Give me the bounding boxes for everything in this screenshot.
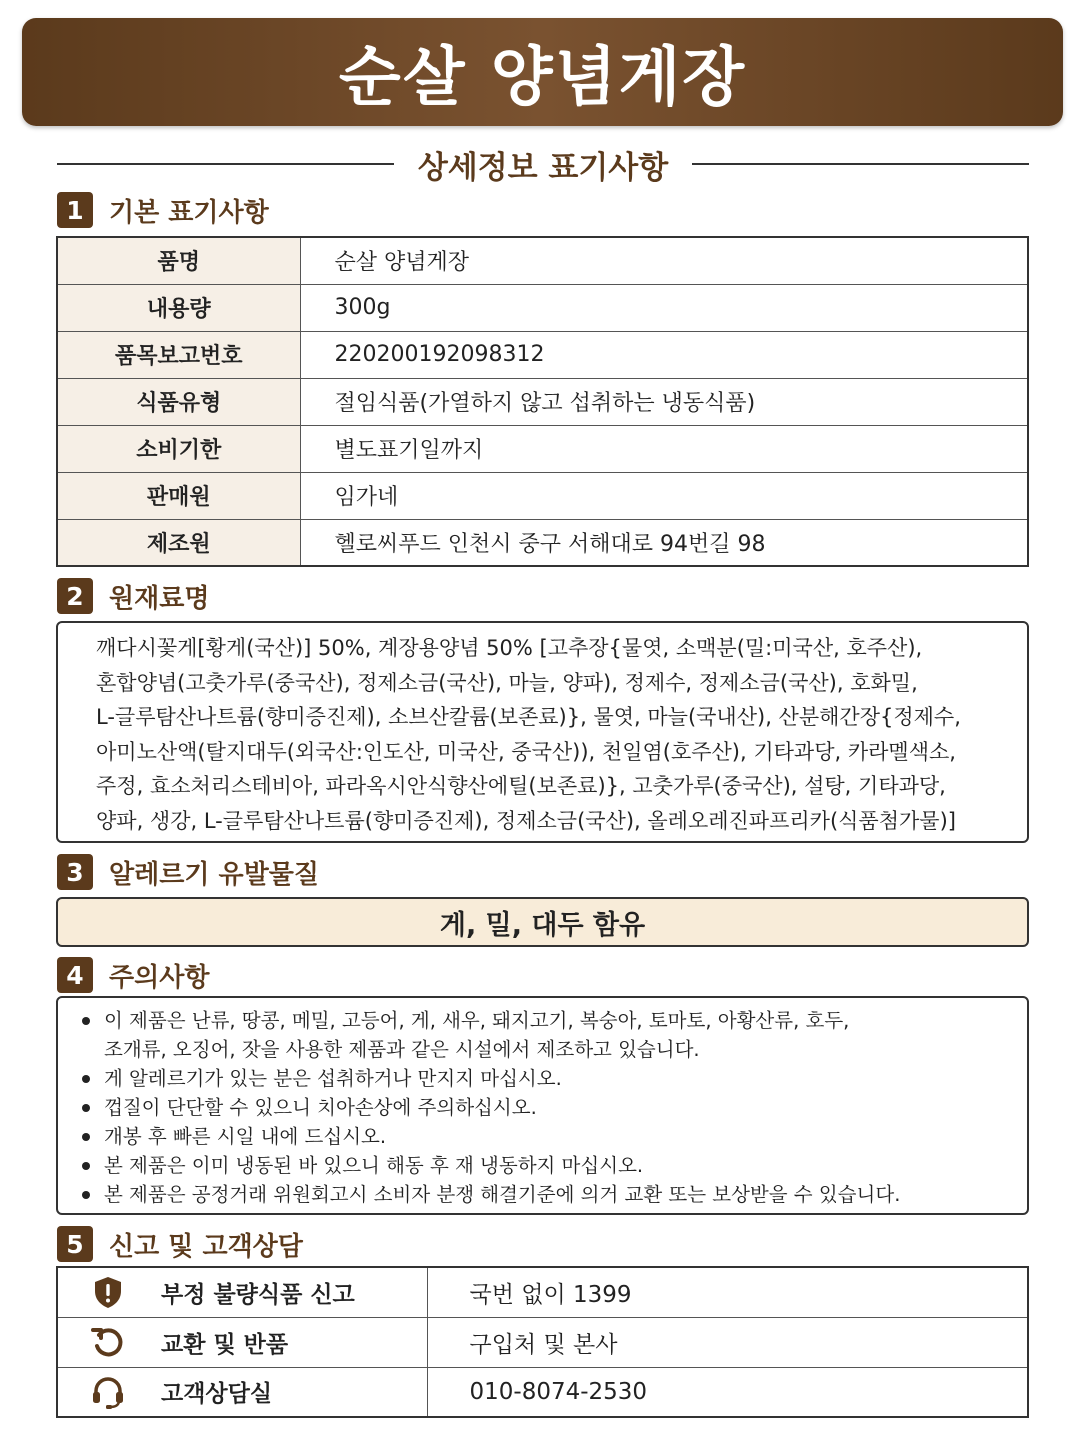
- row-value: 헬로씨푸드 인천시 중구 서해대로 94번길 98: [300, 519, 1028, 566]
- table-row: [57, 519, 1028, 566]
- section-number: 1: [57, 192, 93, 228]
- section-title: 주의사항: [109, 962, 210, 993]
- allergy-box: [56, 897, 1029, 947]
- row-label: 품명: [57, 237, 300, 284]
- section-title: 신고 및 고객상담: [109, 1231, 303, 1262]
- row-label: 소비기한: [57, 425, 300, 472]
- section-title: 원재료명: [109, 583, 210, 614]
- ingredients-line: 깨다시꽃게[황게(국산)] 50%, 계장용양념 50% [고추장{물엿, 소맥분(밀:미국산, 호주산),: [96, 636, 923, 660]
- ingredients-line: 아미노산액(탈지대두(외국산:인도산, 미국산, 중국산)), 천일염(호주산), 기타과당, 카라멜색소,: [96, 739, 956, 764]
- table-row: [57, 1367, 1028, 1417]
- ingredients-line: 혼합양념(고춧가루(중국산), 정제소금(국산), 마늘, 양파), 정제수, 정제소금(국산), 호화밀,: [96, 670, 918, 695]
- caution-text: 껍질이 단단할 수 있으니 치아손상에 주의하십시오.: [104, 1096, 537, 1119]
- row-value: 임가네: [300, 472, 1028, 519]
- subtitle-row: [57, 140, 1029, 188]
- section-heading-basic: [57, 190, 269, 230]
- ingredients-box: [56, 621, 1029, 843]
- basic-info-table: [56, 236, 1029, 567]
- list-item: [78, 1006, 1007, 1064]
- section-number: 4: [57, 957, 93, 993]
- section-number: 2: [57, 578, 93, 614]
- ingredients-line: L-글루탐산나트륨(향미증진제), 소브산칼륨(보존료)}, 물엿, 마늘(국내산), 산분해간장{정제수,: [96, 705, 961, 730]
- shield-alert-icon: [90, 1279, 126, 1305]
- caution-text: 개봉 후 빠른 시일 내에 드십시오.: [104, 1125, 387, 1148]
- caution-text: 조개류, 오징어, 잣을 사용한 제품과 같은 시설에서 제조하고 있습니다.: [104, 1038, 700, 1061]
- section-heading-allergy: [57, 852, 319, 892]
- section-heading-ingredients: [57, 576, 209, 616]
- table-row: [57, 472, 1028, 519]
- table-row: [57, 425, 1028, 472]
- row-label: 식품유형: [57, 378, 300, 425]
- row-value: 절임식품(가열하지 않고 섭취하는 냉동식품): [300, 378, 1028, 425]
- list-item: [78, 1180, 1007, 1209]
- row-value: 300g: [300, 284, 1028, 331]
- section-heading-contact: [57, 1224, 303, 1264]
- list-item: [78, 1093, 1007, 1122]
- title-banner: [22, 18, 1063, 126]
- row-value: 별도표기일까지: [300, 425, 1028, 472]
- contact-table: [56, 1266, 1029, 1418]
- table-row: [57, 1267, 1028, 1317]
- list-item: [78, 1151, 1007, 1180]
- cautions-box: [56, 996, 1029, 1215]
- divider-right: [692, 163, 1029, 165]
- row-label: 제조원: [57, 519, 300, 566]
- divider-left: [57, 163, 394, 165]
- section-title: 기본 표기사항: [109, 197, 269, 228]
- table-row: [57, 1317, 1028, 1367]
- table-row: [57, 237, 1028, 284]
- section-title: 알레르기 유발물질: [109, 859, 319, 890]
- caution-text: 게 알레르기가 있는 분은 섭취하거나 만지지 마십시오.: [104, 1067, 562, 1090]
- list-item: [78, 1064, 1007, 1093]
- ingredients-line: 주정, 효소처리스테비아, 파라옥시안식향산에틸(보존료)}, 고춧가루(중국산), 설탕, 기타과당,: [96, 774, 946, 799]
- contact-value: 010-8074-2530: [427, 1367, 1028, 1417]
- contact-label: 교환 및 반품: [157, 1317, 427, 1367]
- list-item: [78, 1122, 1007, 1151]
- cautions-list: [78, 1006, 1007, 1209]
- contact-value: 국번 없이 1399: [427, 1267, 1028, 1317]
- table-row: [57, 378, 1028, 425]
- caution-text: 본 제품은 이미 냉동된 바 있으니 해동 후 재 냉동하지 마십시오.: [104, 1154, 644, 1177]
- caution-text: 본 제품은 공정거래 위원회고시 소비자 분쟁 해결기준에 의거 교환 또는 보상받을 수 있습니다.: [104, 1183, 901, 1206]
- return-arrow-icon: [90, 1329, 126, 1355]
- contact-value: 구입처 및 본사: [427, 1317, 1028, 1367]
- contact-label: 부정 불량식품 신고: [157, 1267, 427, 1317]
- table-row: [57, 331, 1028, 378]
- ingredients-line: 양파, 생강, L-글루탐산나트륨(향미증진제), 정제소금(국산), 올레오레진파프리카(식품첨가물)]: [96, 808, 956, 833]
- caution-text: 이 제품은 난류, 땅콩, 메밀, 고등어, 게, 새우, 돼지고기, 복숭아, 토마토, 아황산류, 호두,: [104, 1009, 850, 1032]
- section-number: 5: [57, 1226, 93, 1262]
- allergy-text: 게, 밀, 대두 함유: [439, 909, 646, 941]
- row-label: 품목보고번호: [57, 331, 300, 378]
- headset-icon: [90, 1378, 126, 1404]
- section-number: 3: [57, 854, 93, 890]
- section-heading-cautions: [57, 955, 209, 995]
- page-subtitle: 상세정보 표기사항: [417, 149, 669, 186]
- row-label: 판매원: [57, 472, 300, 519]
- table-row: [57, 284, 1028, 331]
- contact-label: 고객상담실: [157, 1367, 427, 1417]
- product-title: 순살 양념게장: [338, 41, 747, 115]
- row-value: 220200192098312: [300, 331, 1028, 378]
- row-value: 순살 양념게장: [300, 237, 1028, 284]
- row-label: 내용량: [57, 284, 300, 331]
